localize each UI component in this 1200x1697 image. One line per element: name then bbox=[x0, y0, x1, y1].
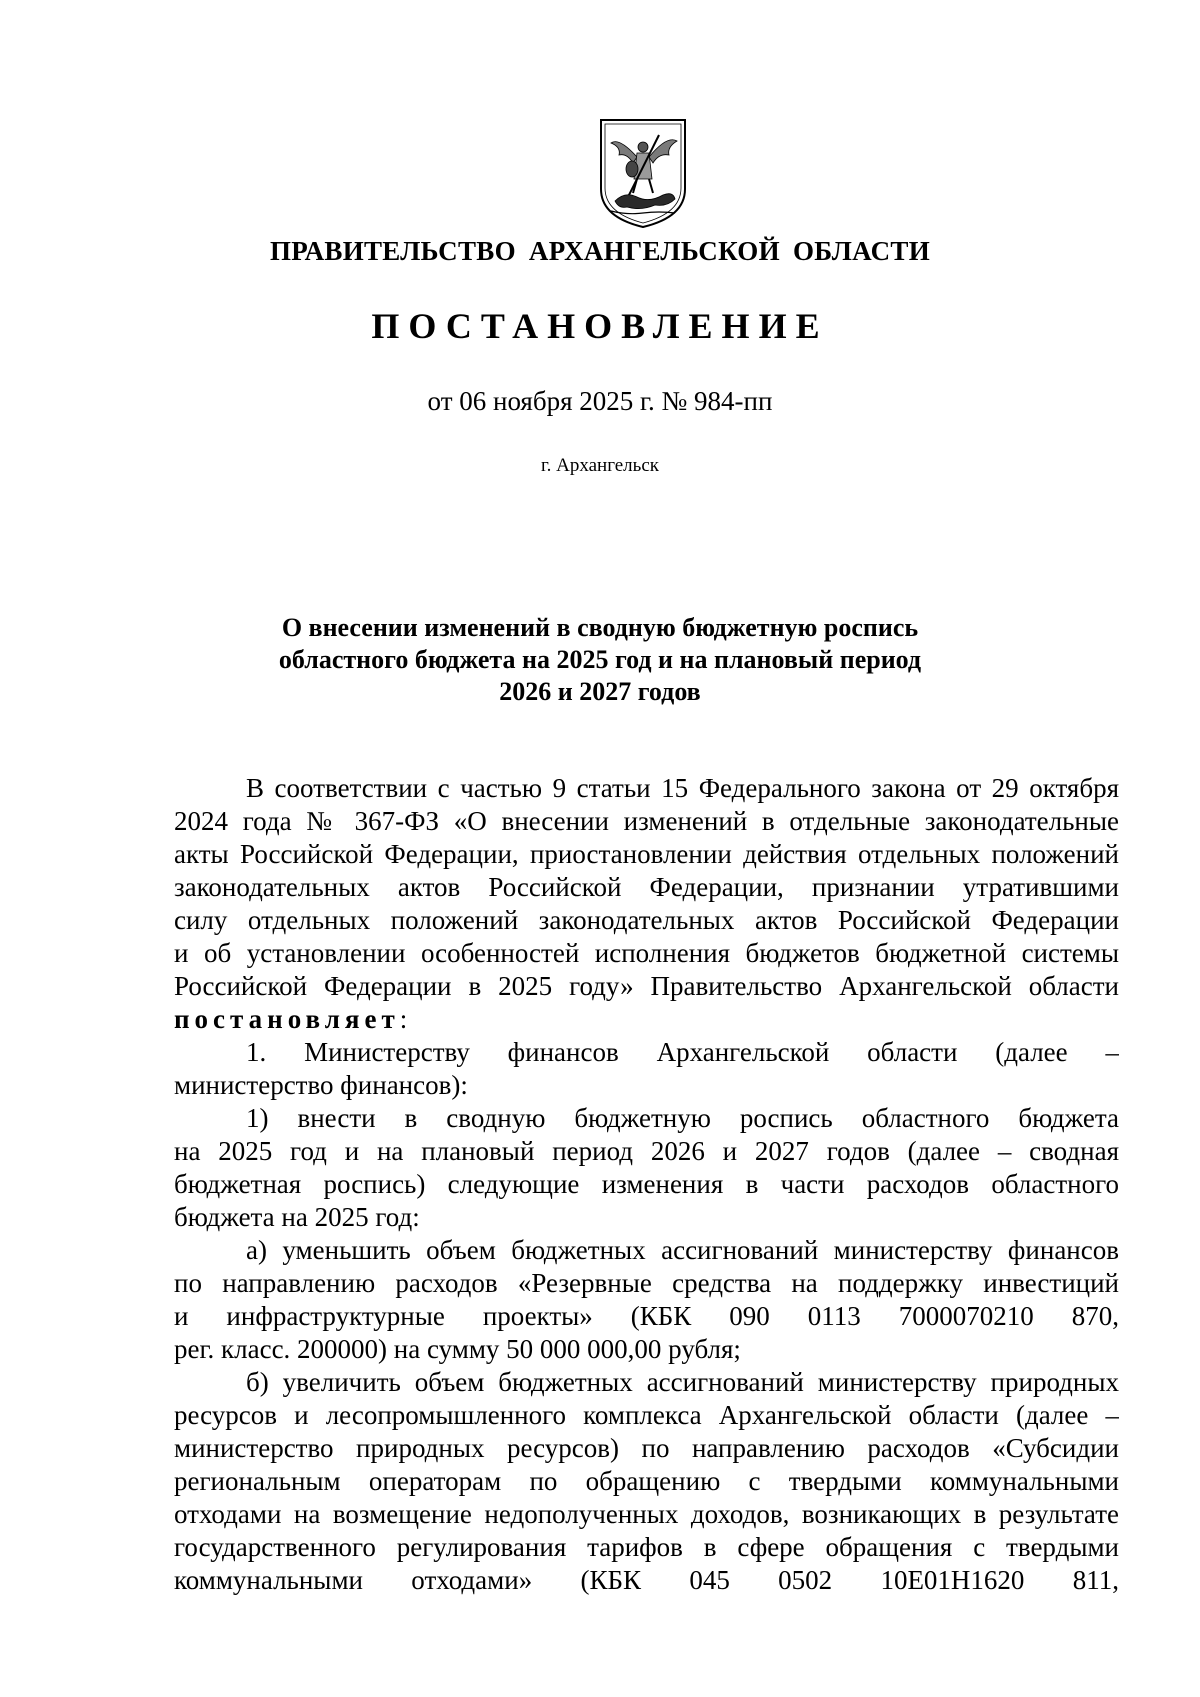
body-line: а) уменьшить объем бюджетных ассигнований министерству финансов bbox=[246, 1235, 1119, 1265]
body-line: министерство финансов): bbox=[174, 1070, 468, 1100]
document-body bbox=[174, 772, 1119, 1597]
body-line: акты Российской Федерации, приостановлении действия отдельных положений bbox=[174, 839, 1119, 869]
body-line: министерство природных ресурсов) по направлению расходов «Субсидии bbox=[174, 1433, 1119, 1463]
body-line: отходами на возмещение недополученных доходов, возникающих в результате bbox=[174, 1499, 1119, 1529]
resolves-colon: : bbox=[399, 1004, 408, 1034]
body-line: бюджета на 2025 год: bbox=[174, 1202, 420, 1232]
body-line: 2024 года № 367-ФЗ «О внесении изменений в отдельные законодательные bbox=[174, 806, 1119, 836]
organization-title: ПРАВИТЕЛЬСТВО АРХАНГЕЛЬСКОЙ ОБЛАСТИ bbox=[269, 236, 931, 266]
body-line: 1) внести в сводную бюджетную роспись областного бюджета bbox=[246, 1103, 1119, 1133]
body-line: б) увеличить объем бюджетных ассигнований министерству природных bbox=[246, 1367, 1119, 1397]
body-line: региональным операторам по обращению с твердыми коммунальными bbox=[174, 1466, 1119, 1496]
document-city: г. Архангельск bbox=[540, 455, 659, 476]
body-line: рег. класс. 200000) на сумму 50 000 000,00 рубля; bbox=[174, 1334, 741, 1364]
body-line-resolution bbox=[174, 1003, 1119, 1036]
subject-line-2: областного бюджета на 2025 год и на плановый период bbox=[278, 645, 922, 674]
coat-of-arms-icon bbox=[597, 117, 689, 230]
body-line: силу отдельных положений законодательных актов Российской Федерации bbox=[174, 905, 1119, 935]
subject-line-3: 2026 и 2027 годов bbox=[499, 677, 701, 706]
subject-line-1: О внесении изменений в сводную бюджетную роспись bbox=[281, 613, 919, 642]
body-line: ресурсов и лесопромышленного комплекса Архангельской области (далее – bbox=[174, 1400, 1119, 1430]
body-line: государственного регулирования тарифов в сфере обращения с твердыми bbox=[174, 1532, 1119, 1562]
document-type-title: ПОСТАНОВЛЕНИЕ bbox=[371, 306, 829, 346]
document-subject bbox=[0, 612, 1200, 708]
resolves-word: постановляет bbox=[174, 1004, 400, 1034]
body-line: по направлению расходов «Резервные средства на поддержку инвестиций bbox=[174, 1268, 1119, 1298]
body-line: на 2025 год и на плановый период 2026 и 2027 годов (далее – сводная bbox=[174, 1136, 1119, 1166]
body-line: и инфраструктурные проекты» (КБК 090 0113 7000070210 870, bbox=[174, 1301, 1119, 1331]
body-line: законодательных актов Российской Федерации, признании утратившими bbox=[174, 872, 1119, 902]
body-line: и об установлении особенностей исполнения бюджетов бюджетной системы bbox=[174, 938, 1119, 968]
coat-of-arms-emblem bbox=[597, 117, 689, 230]
body-line: коммунальными отходами» (КБК 045 0502 10E01H1620 811, bbox=[174, 1565, 1119, 1595]
body-line: В соответствии с частью 9 статьи 15 Федерального закона от 29 октября bbox=[246, 773, 1119, 803]
body-line: 1. Министерству финансов Архангельской области (далее – bbox=[246, 1037, 1119, 1067]
document-date-number: от 06 ноября 2025 г. № 984-пп bbox=[427, 386, 773, 416]
body-line: бюджетная роспись) следующие изменения в части расходов областного bbox=[174, 1169, 1119, 1199]
body-line: Российской Федерации в 2025 году» Правительство Архангельской области bbox=[174, 971, 1119, 1001]
